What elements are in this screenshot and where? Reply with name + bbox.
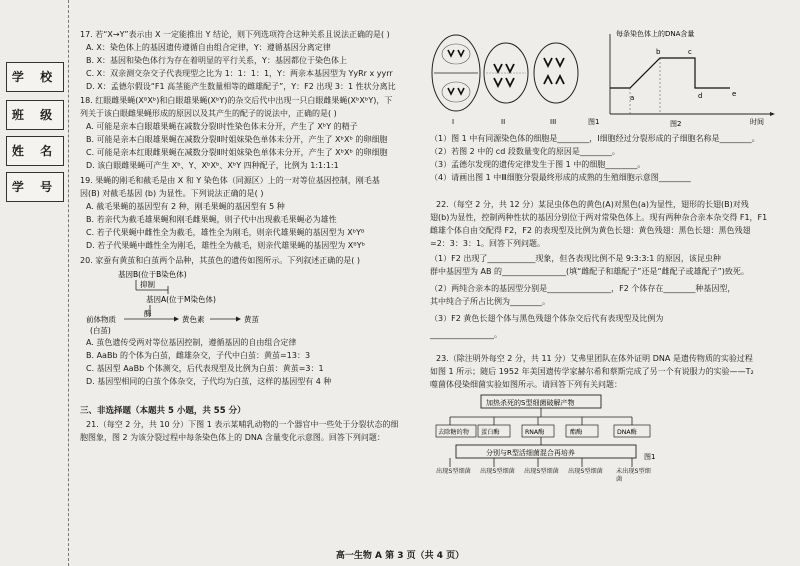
q23-line-2: 如图 1 所示；随后 1952 年美国遗传学家赫尔希和蔡斯完成了另一个有说服力的实验——T₂ xyxy=(430,367,754,376)
page-footer: 高一生物 A 第 3 页（共 4 页） xyxy=(335,551,465,561)
results-row xyxy=(436,468,666,508)
q20-option-a: A. 茧色遗传受两对等位基因控制，遵循基因的自由组合定律 xyxy=(86,338,297,347)
cell-2-chromosomes xyxy=(494,64,514,86)
q21-part-2: （2）若图 2 中的 cd 段数量变化的原因是________。 xyxy=(430,147,620,156)
q21-part-3: （3）孟德尔发现的遗传定律发生于图 1 中的细胞________。 xyxy=(430,160,646,169)
q18-option-d: D. 该白眼雌果蝇可产生 Xᵇ、Y、XᵇXᵇ、XᵇY 四种配子，比例为 1:1:1:1 xyxy=(86,161,339,170)
treatment-row xyxy=(436,417,650,437)
figure-2-x-label: 时间 xyxy=(750,118,764,126)
q21-stem-2: 胞图象，图 2 为该分裂过程中每条染色体上的 DNA 含量变化示意图。回答下列问题： xyxy=(80,433,385,442)
q22-part-1b: 群中基因型为 AB 的________________(填“雌配子和雄配子”还是“雌配子或雄配子”)致死。 xyxy=(430,267,749,276)
q22-part-2: （2）两纯合亲本的基因型分别是________________，F2 个体存在________种基因型， xyxy=(430,284,736,293)
treatment-3-label: RNA酶 xyxy=(525,429,545,436)
q18-option-b: B. 可能是亲本白眼雄果蝇在减数分裂Ⅱ时姐妹染色单体未分开，产生了 XᵇXᵇ 的卵细胞 xyxy=(86,135,388,144)
number-label: 学 号 xyxy=(11,180,59,194)
q19-option-d: D. 若子代果蝇中雌性全为刚毛，雄性全为截毛，则亲代雄果蝇的基因型为 XᴮYᵇ xyxy=(86,241,366,250)
class-label: 班 级 xyxy=(11,108,59,122)
treatment-2-label: 蛋白酶 xyxy=(481,429,500,436)
school-label: 学 校 xyxy=(11,70,59,84)
q20-pathway-diagram xyxy=(86,268,386,338)
avery-experiment-diagram xyxy=(436,393,666,511)
precursor-note: (白茧) xyxy=(90,326,111,335)
figure-2-y-label: 每条染色体上的DNA含量 xyxy=(616,30,695,38)
q21-part-4: （4）请画出图 1 中Ⅲ细胞分裂最终形成的成熟的生殖细胞示意图________ xyxy=(430,173,691,182)
figure-1-caption: 图1 xyxy=(588,118,600,126)
pigment-label: 黄色素 xyxy=(182,315,205,324)
q20-option-b: B. AaBb 的个体为白茧，雌雄杂交，子代中白茧：黄茧=13：3 xyxy=(86,351,311,360)
q17-stem: 17. 若“X→Y”表示由 X 一定能推出 Y 结论，则下列选项符合这种关系且说法正确的是( ) xyxy=(80,30,390,39)
q22-line-2: 翅(b)为显性，控制两种性状的基因分别位于两对常染色体上。现有两种杂合亲本杂交得 F1，F1 xyxy=(430,213,768,222)
point-d-label: d xyxy=(698,92,703,100)
q20-option-d: D. 基因型相同的白茧个体杂交，子代均为白茧，这样的基因型有 4 种 xyxy=(86,377,332,386)
q22-part-1: （1）F2 出现了____________现象，但各表现比例不是 9:3:3:1 的原因，该昆虫种 xyxy=(430,254,721,263)
cell-3-outline xyxy=(534,43,578,103)
cell-1-chromosomes xyxy=(448,50,464,94)
treatment-4-label: 酯酶 xyxy=(570,429,583,436)
gene-a-label: 基因A(位于M染色体) xyxy=(146,295,216,304)
q22-part-2b: 其中纯合子所占比例为________。 xyxy=(430,297,550,306)
cell-3-label: III xyxy=(550,118,557,126)
s-extract-label: 加热杀死的S型细菌破解产物 xyxy=(486,399,575,407)
q19-option-c: C. 若子代果蝇中雌性全为截毛，雄性全为刚毛，则亲代雄果蝇的基因型为 XᵇYᴮ xyxy=(86,228,365,237)
q19-stem: 19. 果蝇的刚毛和截毛是由 X 和 Y 染色体（同源区）上的一对等位基因控制，刚毛基 xyxy=(80,176,380,185)
q21-part-1: （1）图 1 中有同源染色体的细胞是________，Ⅰ细胞经过分裂形成的子细胞名称是________。 xyxy=(430,134,760,143)
q19-stem-2: 因(B) 对截毛基因 (b) 为显性。下列说法正确的是( ) xyxy=(80,189,264,198)
point-c-label: c xyxy=(688,48,692,56)
figure-2-caption: 图2 xyxy=(670,120,682,128)
figure-2-graph xyxy=(600,26,780,128)
q22-line-1: 22.（每空 2 分，共 12 分）某昆虫体色的黄色(A)对黑色(a)为显性，翅形的长翅(B)对残 xyxy=(436,200,749,209)
q18-stem-2: 列关于该白眼雌果蝇形成的原因以及其产生的配子的说法中，正确的是( ) xyxy=(80,109,337,118)
cell-2-label: II xyxy=(501,118,506,126)
point-a-label: a xyxy=(630,94,635,102)
figure-2-dna-curve xyxy=(610,58,730,88)
class-field xyxy=(6,100,64,130)
result-arrowhead xyxy=(236,317,241,322)
mix-label: 分别与R型活细菌混合再培养 xyxy=(486,449,575,457)
q20-stem: 20. 家蚕有黄茧和白茧两个品种，其茧色的遗传如图所示。下列叙述正确的是( ) xyxy=(80,256,361,265)
q22-part-3b: ________________。 xyxy=(430,330,502,339)
q20-option-c: C. 基因型 AaBb 个体测交，后代表现型及比例为白茧：黄茧=3：1 xyxy=(86,364,324,373)
cell-1-top-nucleus xyxy=(442,44,470,64)
school-field xyxy=(6,62,64,92)
gene-b-label: 基因B(位于B染色体) xyxy=(118,270,187,279)
q19-option-a: A. 截毛果蝇的基因型有 2 种，刚毛果蝇的基因型有 5 种 xyxy=(86,202,285,211)
cell-1-bottom-nucleus xyxy=(442,82,470,102)
q17-option-d: D. X：孟德尔假设“F1 高茎能产生数量相等的雌雄配子”，Y：F2 出现 3：1 性状分离比 xyxy=(86,82,396,91)
q17-option-b: B. X：基因和染色体行为存在着明显的平行关系，Y：基因都位于染色体上 xyxy=(86,56,347,65)
name-field xyxy=(6,136,64,166)
result-label: 黄茧 xyxy=(244,315,259,324)
cell-1-label: I xyxy=(452,118,455,126)
point-e-label: e xyxy=(732,90,737,98)
q17-option-a: A. X：染色体上的基因遗传遵循自由组合定律，Y：遵循基因分离定律 xyxy=(86,43,331,52)
treatment-1-label: 去除糖的物 xyxy=(438,429,469,436)
q18-option-c: C. 可能是亲本红眼雌果蝇在减数分裂Ⅱ时姐妹染色单体未分开，产生了 XᵇXᵇ 的卵细胞 xyxy=(86,148,388,157)
precursor-label: 前体物质 xyxy=(86,315,116,324)
q17-option-c: C. X：双亲测交杂交子代表现型之比为 1：1：1：1，Y：两亲本基因型为 YyRr x yyrr xyxy=(86,69,393,78)
q23-line-3: 噬菌体侵染细菌实验如图所示。请回答下列有关问题： xyxy=(430,380,622,389)
q19-option-b: B. 若亲代为截毛雄果蝇和刚毛雌果蝇，则子代中出现截毛果蝇必为雄性 xyxy=(86,215,337,224)
enzyme-arrowhead xyxy=(174,317,179,322)
section-3-heading: 三、非选择题（本题共 5 小题，共 55 分） xyxy=(80,406,246,416)
q21-stem: 21.（每空 2 分，共 10 分）下图 1 表示某哺乳动物的一个器官中一些处于分裂状态的细 xyxy=(86,420,399,429)
figure-1-cells xyxy=(428,28,598,128)
result-5-label: 未出现S型细菌 xyxy=(616,468,651,483)
treatment-5-label: DNA酶 xyxy=(617,429,637,436)
result-2-label: 出现S型细菌 xyxy=(480,468,515,475)
enzyme-label: 酶 xyxy=(144,309,152,318)
binding-line xyxy=(68,0,69,566)
q23-line-1: 23.（除注明外每空 2 分，共 11 分）艾弗里团队在体外证明 DNA 是遗传物质的实验过程 xyxy=(436,354,753,363)
q22-line-4: =2：3：3：1。回答下列问题。 xyxy=(430,239,546,248)
q22-part-3: （3）F2 黄色长翅个体与黑色残翅个体杂交后代有表现型及比例为 xyxy=(430,314,664,323)
q18-stem: 18. 红眼雌果蝇(XᴮXᵇ)和白眼雄果蝇(XᵇY)的杂交后代中出现一只白眼雌果蝇(XᵇXᵇY)，下 xyxy=(80,96,393,105)
cell-3-chromosomes xyxy=(544,58,564,84)
q18-option-a: A. 可能是亲本白眼雄果蝇在减数分裂Ⅰ时性染色体未分开，产生了 XᵇY 的精子 xyxy=(86,122,358,131)
q22-line-3: 雌雄个体自由交配得 F2，F2 的表现型及比例为黄色长翅：黄色残翅：黑色长翅：黑色残翅 xyxy=(430,226,751,235)
diagram-caption: 图1 xyxy=(644,453,656,461)
number-field xyxy=(6,172,64,202)
result-3-label: 出现S型细菌 xyxy=(524,468,559,475)
name-label: 姓 名 xyxy=(11,144,59,158)
result-4-label: 出现S型细菌 xyxy=(568,468,603,475)
figure-2-x-arrowhead xyxy=(770,112,775,116)
point-b-label: b xyxy=(656,48,661,56)
inhibit-label: 抑制 xyxy=(140,280,155,289)
result-1-label: 出现S型细菌 xyxy=(436,468,471,475)
